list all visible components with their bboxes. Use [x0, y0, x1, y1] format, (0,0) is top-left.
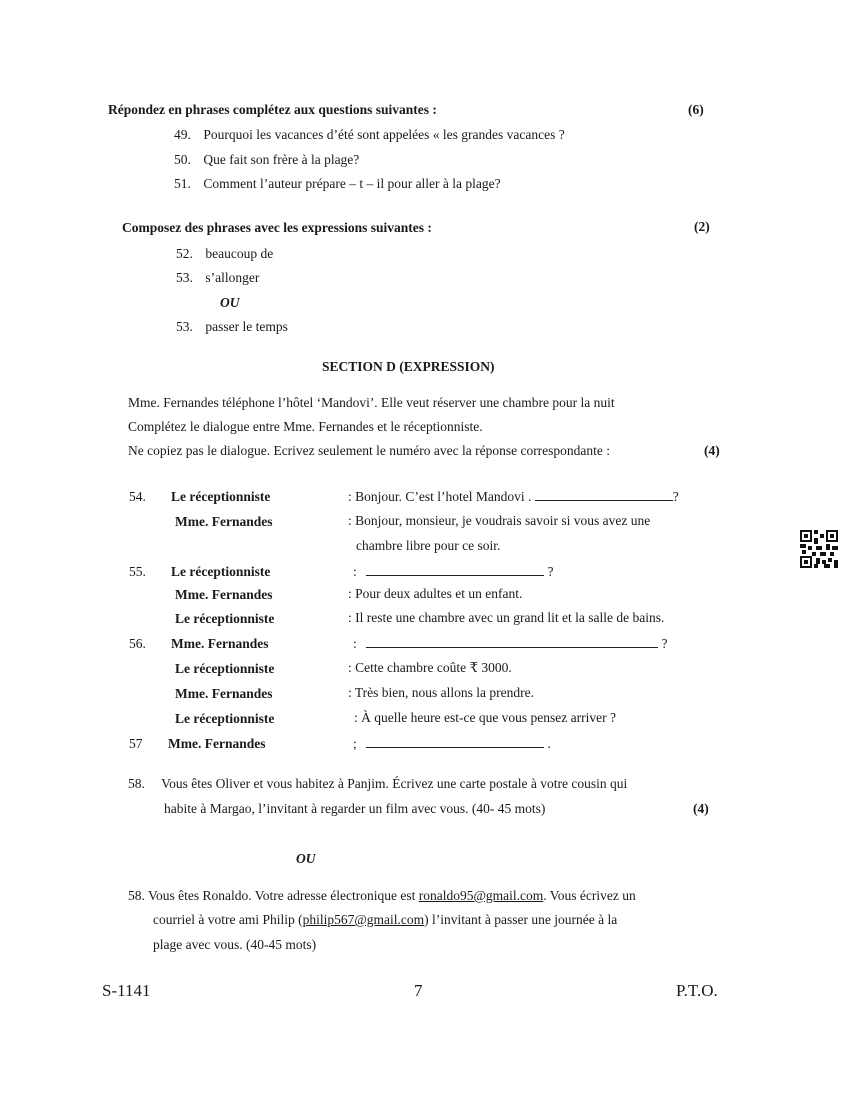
dialogue-line: [353, 735, 551, 752]
dialogue-text: :: [353, 564, 357, 579]
dialogue-text: : À quelle heure est-ce que vous pensez arriver ?: [354, 710, 617, 725]
question-number: 58.: [128, 888, 145, 903]
question-text: Comment l’auteur prépare – t – il pour aller à la plage?: [203, 176, 501, 191]
page-number: 7: [414, 981, 423, 1000]
q58b-line3: plage avec vous. (40-45 mots): [153, 937, 317, 952]
answer-blank: [366, 635, 658, 648]
q58b-line1: [128, 888, 636, 904]
dialogue-line: [353, 635, 668, 652]
compose-heading: Composez des phrases avec les expressions suivantes :: [122, 220, 432, 235]
dialogue-num: 57: [129, 736, 143, 751]
question-number: 58.: [128, 776, 145, 791]
question-text: Que fait son frère à la plage?: [203, 152, 360, 167]
dialogue-text: chambre libre pour ce soir.: [356, 538, 501, 553]
dialogue-text: : Cette chambre coûte ₹ 3000.: [348, 660, 512, 675]
compose-item-53-alt: [176, 319, 288, 335]
qr-code-icon: [800, 530, 838, 568]
question-text: . Vous écrivez un: [543, 888, 636, 903]
dialogue-speaker: Mme. Fernandes: [175, 514, 273, 529]
dialogue-speaker: Le réceptionniste: [171, 489, 271, 504]
compose-marks: (2): [694, 219, 710, 234]
dialogue-speaker: Le réceptionniste: [175, 611, 275, 626]
question-text: courriel à votre ami Philip (: [153, 912, 303, 927]
dialogue-num: 56.: [129, 636, 146, 651]
compose-item-52: [176, 246, 273, 262]
or-label: OU: [220, 295, 240, 310]
dialogue-speaker: Mme. Fernandes: [175, 686, 273, 701]
question-number: 53.: [176, 270, 193, 285]
dialogue-text: ;: [353, 736, 357, 751]
dialogue-text: :: [353, 636, 357, 651]
dialogue-speaker: Mme. Fernandes: [168, 736, 266, 751]
q58b-line2: [153, 912, 617, 928]
question-text: Vous êtes Ronaldo. Votre adresse électronique est: [148, 888, 419, 903]
dialogue-line: [353, 563, 554, 580]
dialogue-tail: ?: [661, 636, 668, 651]
question-number: 49.: [174, 127, 191, 142]
answer-blank: [366, 735, 544, 748]
dialogue-speaker: Mme. Fernandes: [175, 587, 273, 602]
question-text: Vous êtes Oliver et vous habitez à Panjim. Écrivez une carte postale à votre cousin qui: [161, 776, 628, 791]
pto-label: P.T.O.: [676, 981, 718, 1000]
question-51: [174, 176, 501, 192]
question-number: 50.: [174, 152, 191, 167]
paper-code: S-1141: [102, 981, 151, 1000]
answer-heading: Répondez en phrases complétez aux questions suivantes :: [108, 102, 437, 117]
q58a-marks: (4): [693, 801, 709, 816]
dialogue-num: 55.: [129, 564, 146, 579]
dialogue-tail: ?: [672, 489, 679, 504]
intro-line-1: Mme. Fernandes téléphone l’hôtel ‘Mandovi’. Elle veut réserver une chambre pour la nuit: [128, 395, 615, 410]
question-49: [174, 127, 565, 143]
question-number: 51.: [174, 176, 191, 191]
dialogue-tail: ?: [547, 564, 554, 579]
dialogue-text: : Pour deux adultes et un enfant.: [348, 586, 523, 601]
question-text: ) l’invitant à passer une journée à la: [424, 912, 618, 927]
dialogue-line: [348, 488, 679, 505]
question-text: s’allonger: [205, 270, 260, 285]
question-text: beaucoup de: [205, 246, 274, 261]
dialogue-tail: .: [547, 736, 551, 751]
question-number: 53.: [176, 319, 193, 334]
dialogue-text: : Il reste une chambre avec un grand lit et la salle de bains.: [348, 610, 665, 625]
or-label: OU: [296, 851, 316, 866]
dialogue-speaker: Le réceptionniste: [175, 711, 275, 726]
question-text: passer le temps: [205, 319, 288, 334]
email-link[interactable]: philip567@gmail.com: [302, 912, 425, 927]
answer-blank: [535, 488, 673, 501]
question-number: 52.: [176, 246, 193, 261]
dialogue-speaker: Le réceptionniste: [175, 661, 275, 676]
dialogue-text: : Bonjour. C’est l’hotel Mandovi .: [348, 489, 532, 504]
q58a-line1: [128, 776, 627, 792]
dialogue-speaker: Le réceptionniste: [171, 564, 271, 579]
dialogue-num: 54.: [129, 489, 146, 504]
email-link[interactable]: ronaldo95@gmail.com: [418, 888, 544, 903]
intro-marks: (4): [704, 443, 720, 458]
dialogue-text: : Bonjour, monsieur, je voudrais savoir si vous avez une: [348, 513, 651, 528]
dialogue-text: : Très bien, nous allons la prendre.: [348, 685, 534, 700]
intro-line-3: Ne copiez pas le dialogue. Ecrivez seulement le numéro avec la réponse correspondante :: [128, 443, 611, 458]
dialogue-speaker: Mme. Fernandes: [171, 636, 269, 651]
intro-line-2: Complétez le dialogue entre Mme. Fernandes et le réceptionniste.: [128, 419, 483, 434]
compose-item-53: [176, 270, 259, 286]
answer-marks: (6): [688, 102, 704, 117]
question-text: Pourquoi les vacances d’été sont appelées « les grandes vacances ?: [203, 127, 565, 142]
question-50: [174, 152, 359, 168]
q58a-line2: habite à Margao, l’invitant à regarder un film avec vous. (40- 45 mots): [164, 801, 546, 816]
answer-blank: [366, 563, 544, 576]
section-d-title: SECTION D (EXPRESSION): [322, 359, 495, 374]
